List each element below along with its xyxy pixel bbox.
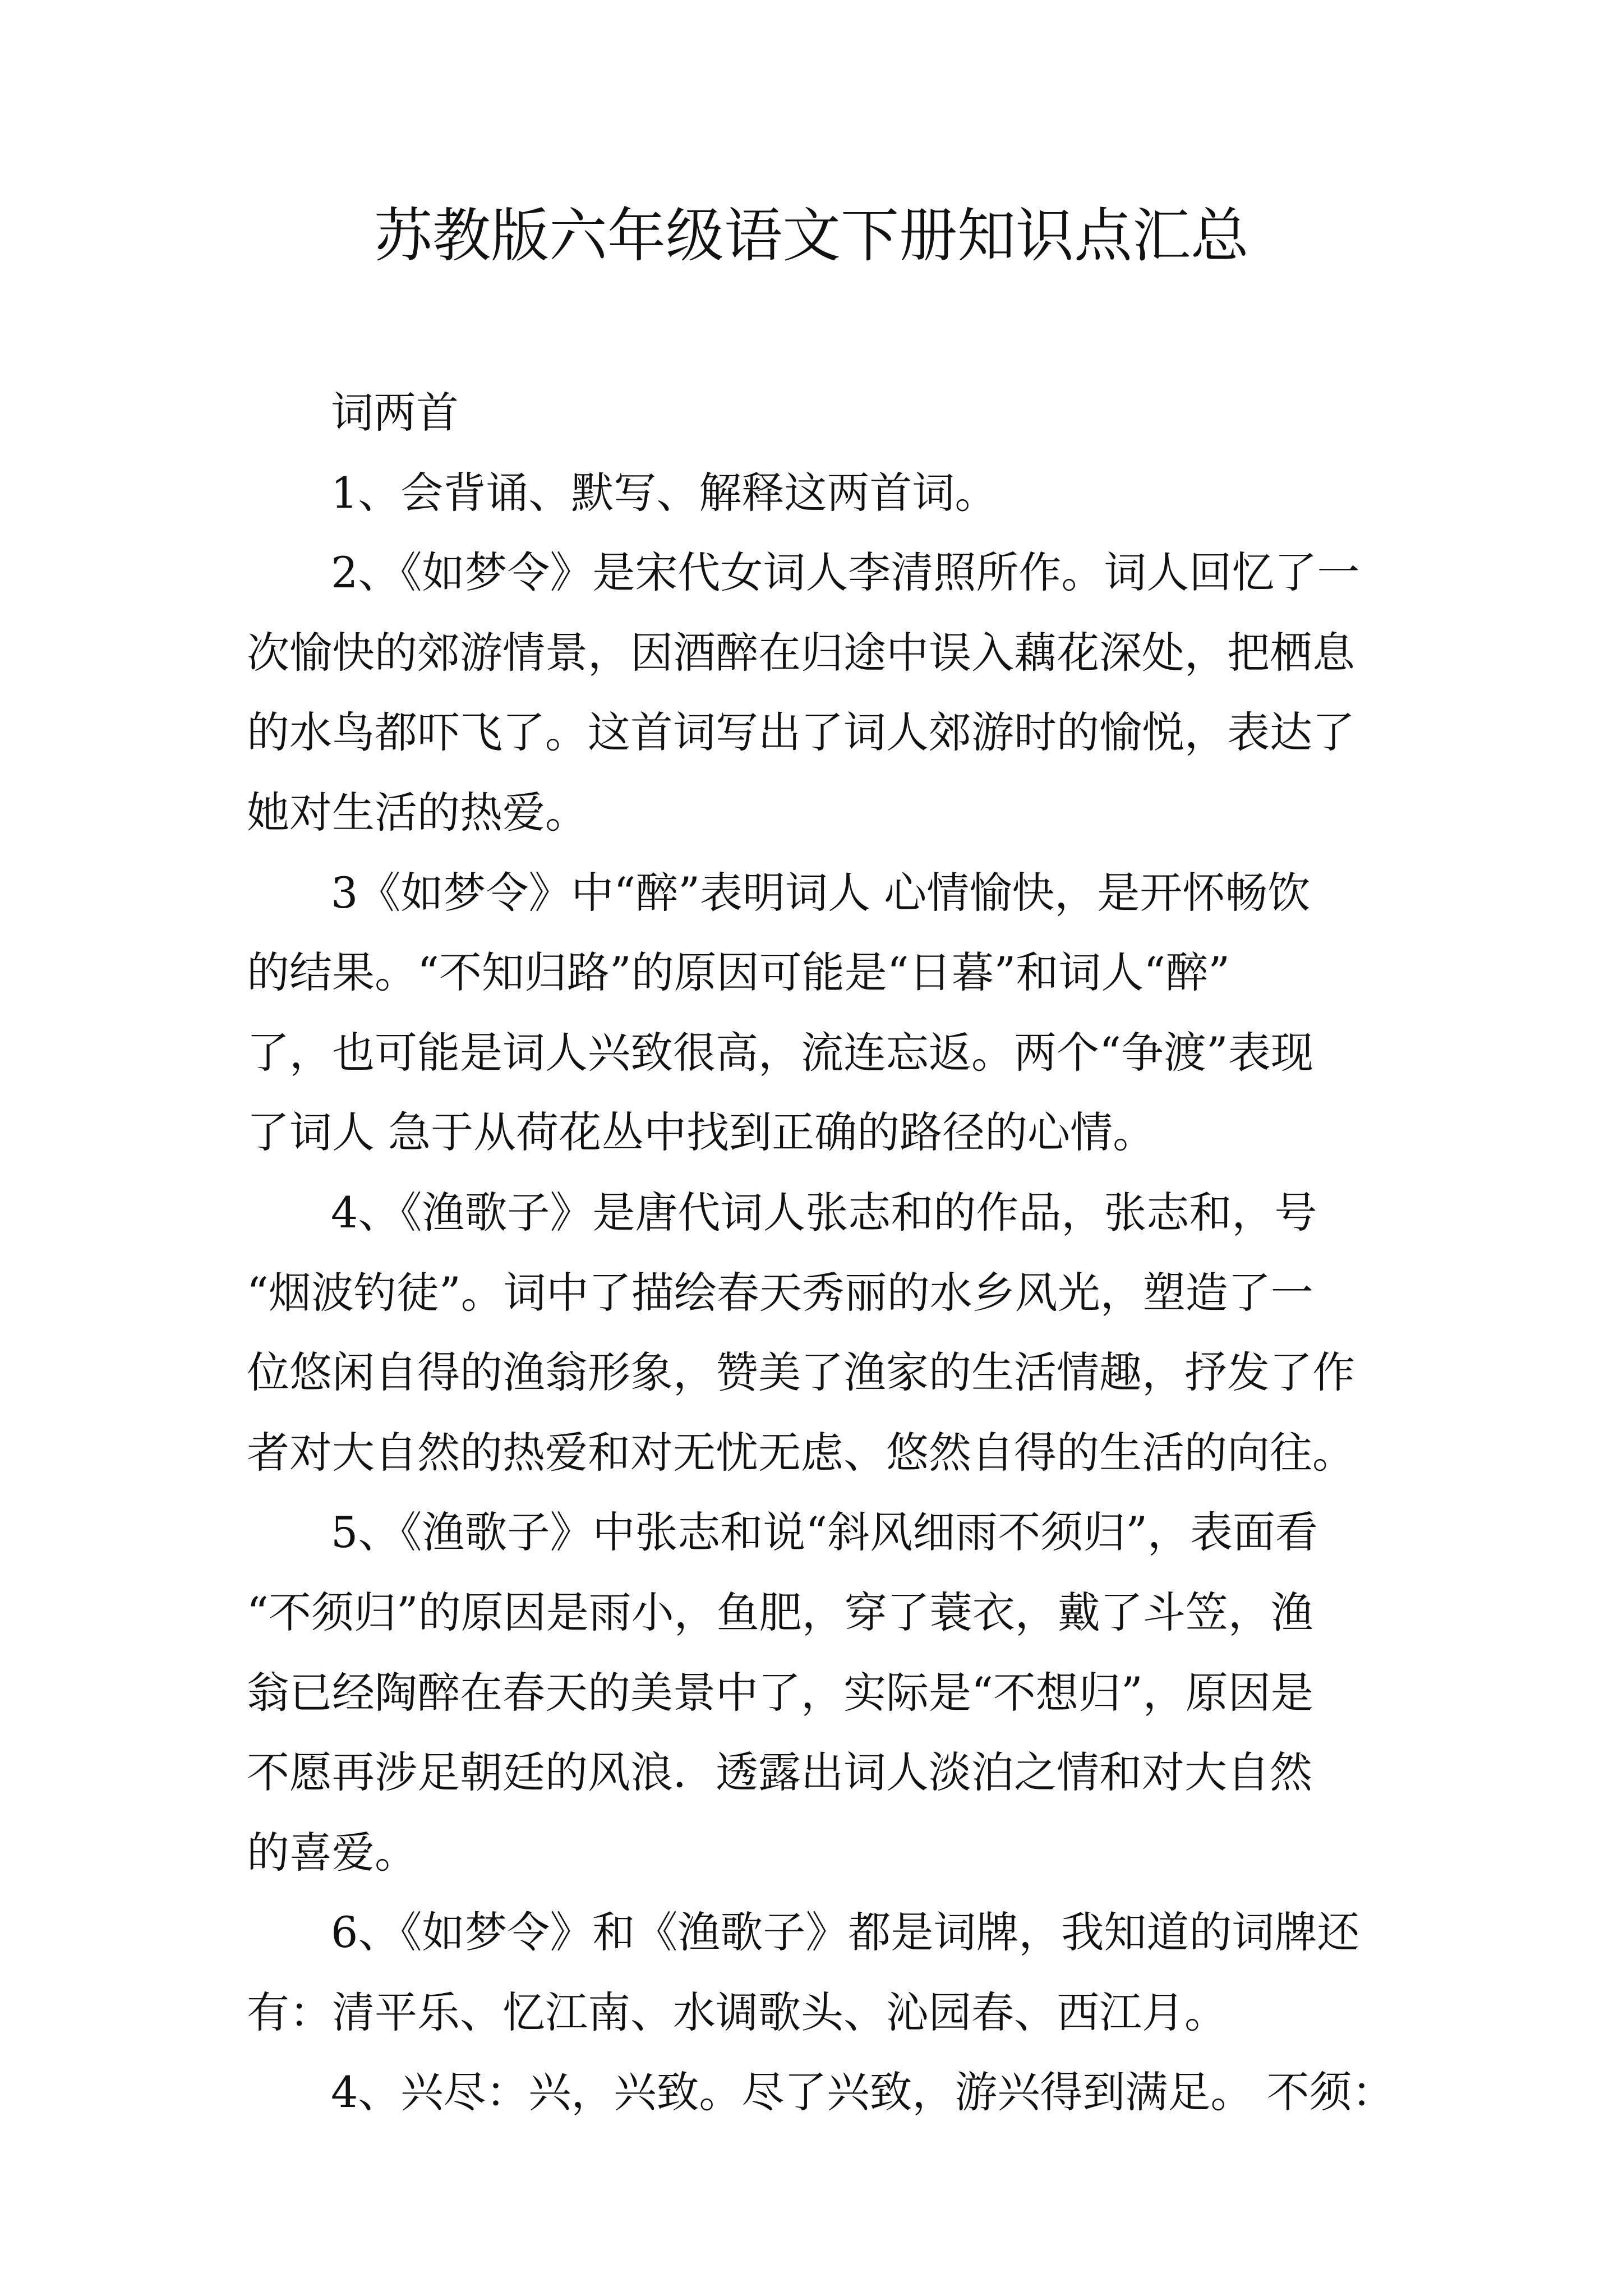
paragraph-line: 的喜爱。 xyxy=(247,1827,417,1878)
paragraph-line: 3《如梦令》中“醉”表明词人 心情愉快，是开怀畅饮 xyxy=(331,867,1311,918)
paragraph-line: 有：清平乐、忆江南、水调歌头、沁园春、西江月。 xyxy=(247,1987,1227,2037)
paragraph-line: 5、《渔歌子》中张志和说“斜风细雨不须归”，表面看 xyxy=(331,1507,1318,1558)
paragraph-line: 1、会背诵、默写、解释这两首词。 xyxy=(331,467,998,518)
paragraph-line: 次愉快的郊游情景，因酒醉在归途中误入藕花深处，把栖息 xyxy=(247,627,1355,678)
paragraph-line: 4、《渔歌子》是唐代词人张志和的作品，张志和，号 xyxy=(331,1187,1317,1237)
paragraph-line: 4、兴尽：兴，兴致。尽了兴致，游兴得到满足。 不须： xyxy=(331,2067,1395,2118)
paragraph-line: 的结果。“不知归路”的原因可能是“日暮”和词人“醉” xyxy=(247,947,1230,998)
paragraph-line: 6、《如梦令》和《渔歌子》都是词牌，我知道的词牌还 xyxy=(331,1907,1360,1958)
paragraph-line: 2、《如梦令》是宋代女词人李清照所作。词人回忆了一 xyxy=(331,547,1360,598)
paragraph-line: “不须归”的原因是雨小，鱼肥，穿了蓑衣，戴了斗笠，渔 xyxy=(247,1587,1313,1637)
paragraph-line: 了，也可能是词人兴致很高，流连忘返。两个“争渡”表现 xyxy=(247,1027,1313,1078)
page-title: 苏教版六年级语文下册知识点汇总 xyxy=(374,201,1249,270)
document-body xyxy=(247,373,1447,2133)
section-heading: 词两首 xyxy=(331,388,459,438)
paragraph-line: 的水鸟都吓飞了。这首词写出了词人郊游时的愉悦，表达了 xyxy=(247,707,1355,758)
paragraph-line: 者对大自然的热爱和对无忧无虑、悠然自得的生活的向往。 xyxy=(247,1427,1355,1478)
paragraph-line: “烟波钓徒”。词中了描绘春天秀丽的水乡风光，塑造了一 xyxy=(247,1267,1313,1318)
paragraph-line: 她对生活的热爱。 xyxy=(247,787,588,838)
paragraph-line: 位悠闲自得的渔翁形象，赞美了渔家的生活情趣，抒发了作 xyxy=(247,1347,1355,1398)
paragraph-line: 不愿再涉足朝廷的风浪．透露出词人淡泊之情和对大自然 xyxy=(247,1747,1312,1798)
paragraph-line: 了词人 急于从荷花丛中找到正确的路径的心情。 xyxy=(247,1107,1156,1158)
paragraph-line: 翁已经陶醉在春天的美景中了，实际是“不想归”，原因是 xyxy=(247,1667,1313,1718)
